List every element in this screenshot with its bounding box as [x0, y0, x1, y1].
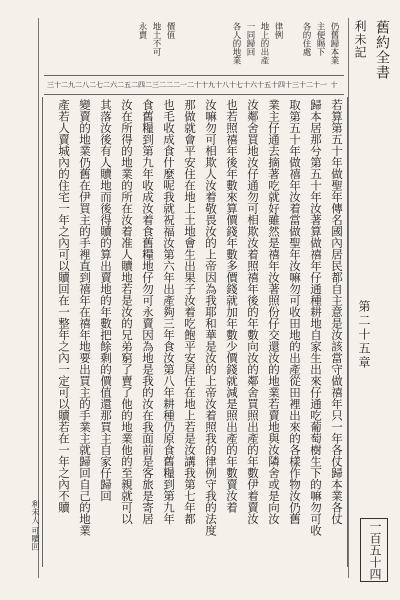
verse-number: 二六	[103, 81, 117, 89]
verse-number: 十六	[243, 81, 257, 89]
text-column: 產若人賣城內的住宅一年之內可以贖回在一整年之內一定可以贖若在一年之內不贖	[57, 99, 71, 513]
verse-number: 二五	[117, 81, 131, 89]
verse-number: 十四	[271, 81, 285, 89]
marginal-glosses	[44, 22, 340, 70]
left-border-rule	[38, 18, 39, 578]
verse-number: 十七	[229, 81, 243, 89]
verse-number: 十三	[285, 81, 299, 89]
side-note-line: 利未人	[31, 500, 40, 524]
text-column: 變賣的地業仍舊在伊買主的手裡直到禧年在禧年地要出買主的手業主就歸回自己的地業	[78, 99, 92, 536]
verse-number: 二九	[61, 81, 75, 89]
verse-number: 二二	[159, 81, 173, 89]
verse-number: 十二	[299, 81, 313, 89]
chapter-label: 利未記	[353, 20, 367, 59]
gloss-item: 各人的地業	[231, 22, 241, 65]
verse-number: 二四	[131, 81, 145, 89]
verse-number: 十五	[257, 81, 271, 89]
text-column: 汝在所得的地業的所在汝着准人贖地若是汝的兄弟窮了賣了他的地業他的至親就可以	[120, 99, 134, 525]
gloss-item: 地土不可	[151, 22, 161, 56]
verse-number: 十九	[201, 81, 215, 89]
text-column: 汝鄰舍買地汝仔通勿可相欺汝着照禧年後的年數向汝的鄰舍買照出產的年數伊着賣汝	[246, 99, 260, 525]
side-note	[10, 500, 40, 580]
text-column: 取第五十年做禧年汝着當做聖年汝嘛勿可收田地的出產從田裡出來的各樣作物汝仍舊	[288, 99, 302, 525]
text-column: 那做就會平安住在地上土地會生出果子汝着吃飽平安居住在地上若是汝講我第七年都	[183, 99, 197, 525]
verse-number: 十八	[215, 81, 229, 89]
gloss-item: 地上的出產	[259, 22, 269, 65]
verse-number: 二八	[75, 81, 89, 89]
verse-number-band	[44, 75, 344, 95]
side-note-line: 可贖回	[31, 526, 40, 551]
text-column: 其落汝後有人贖地而後得贖的算出賣地的年數把餘剩的價值還那買主自家仔歸回	[99, 99, 113, 502]
text-column: 汝嘛勿可相欺人汝着敬畏汝的上帝因為我耶和華是汝的上帝汝着照我的律例守我的法度	[204, 99, 218, 536]
gloss-item: 仍舊歸本業	[329, 22, 339, 65]
gloss-item: 各的住處	[301, 22, 311, 56]
text-column: 業主仔通去摘著吃就好雖然是禧年汝著照份仔交還汝的地業若賣地與汝隣舍或是向汝	[267, 99, 281, 525]
chapter-number: 第二十五章	[357, 300, 371, 370]
verse-number: 二十	[187, 81, 201, 89]
gloss-item: 永賣	[137, 22, 147, 39]
main-text	[42, 97, 348, 567]
text-column: 若算第五十年做聖年傳名國內居民都自主意是汝該當守做禧年只一年各仗歸本業各仗	[330, 99, 344, 525]
verse-number: 二一	[173, 81, 187, 89]
gloss-item: 一同歸回	[245, 22, 255, 56]
verse-number: 十一	[313, 81, 327, 89]
verse-number: 二三	[145, 81, 159, 89]
text-column: 也毛收成食什麼呢我就祝福汝第六年出產夠三年食汝第八年耕種仍原食舊糧到第九年	[162, 99, 176, 525]
gloss-item: 主便賜下	[315, 22, 325, 56]
book-title: 舊約全書	[374, 20, 390, 80]
gloss-item: 價值	[165, 22, 175, 39]
verse-number: 三十	[47, 81, 61, 89]
verse-number: 十	[330, 81, 338, 89]
text-column: 歸本居那兮第五十年汝著算做禧年仔通種耕地自家生出來仔通吃葡萄樹生下的嘛勿可收	[309, 99, 323, 536]
right-border-rule	[348, 18, 349, 578]
verse-number: 二七	[89, 81, 103, 89]
page-number: 一百五十四	[360, 518, 388, 582]
text-column: 食舊糧到第九年收成汝着食舊糧地仔勿可永賣因為地是我的汝在我面前是客旅是寄居	[141, 99, 155, 525]
text-column: 也若照禧年後年數來算價錢年數多價錢就加年數少價錢就減是照出產的年數賣汝着	[225, 99, 239, 513]
gloss-item: 律例	[273, 22, 283, 39]
